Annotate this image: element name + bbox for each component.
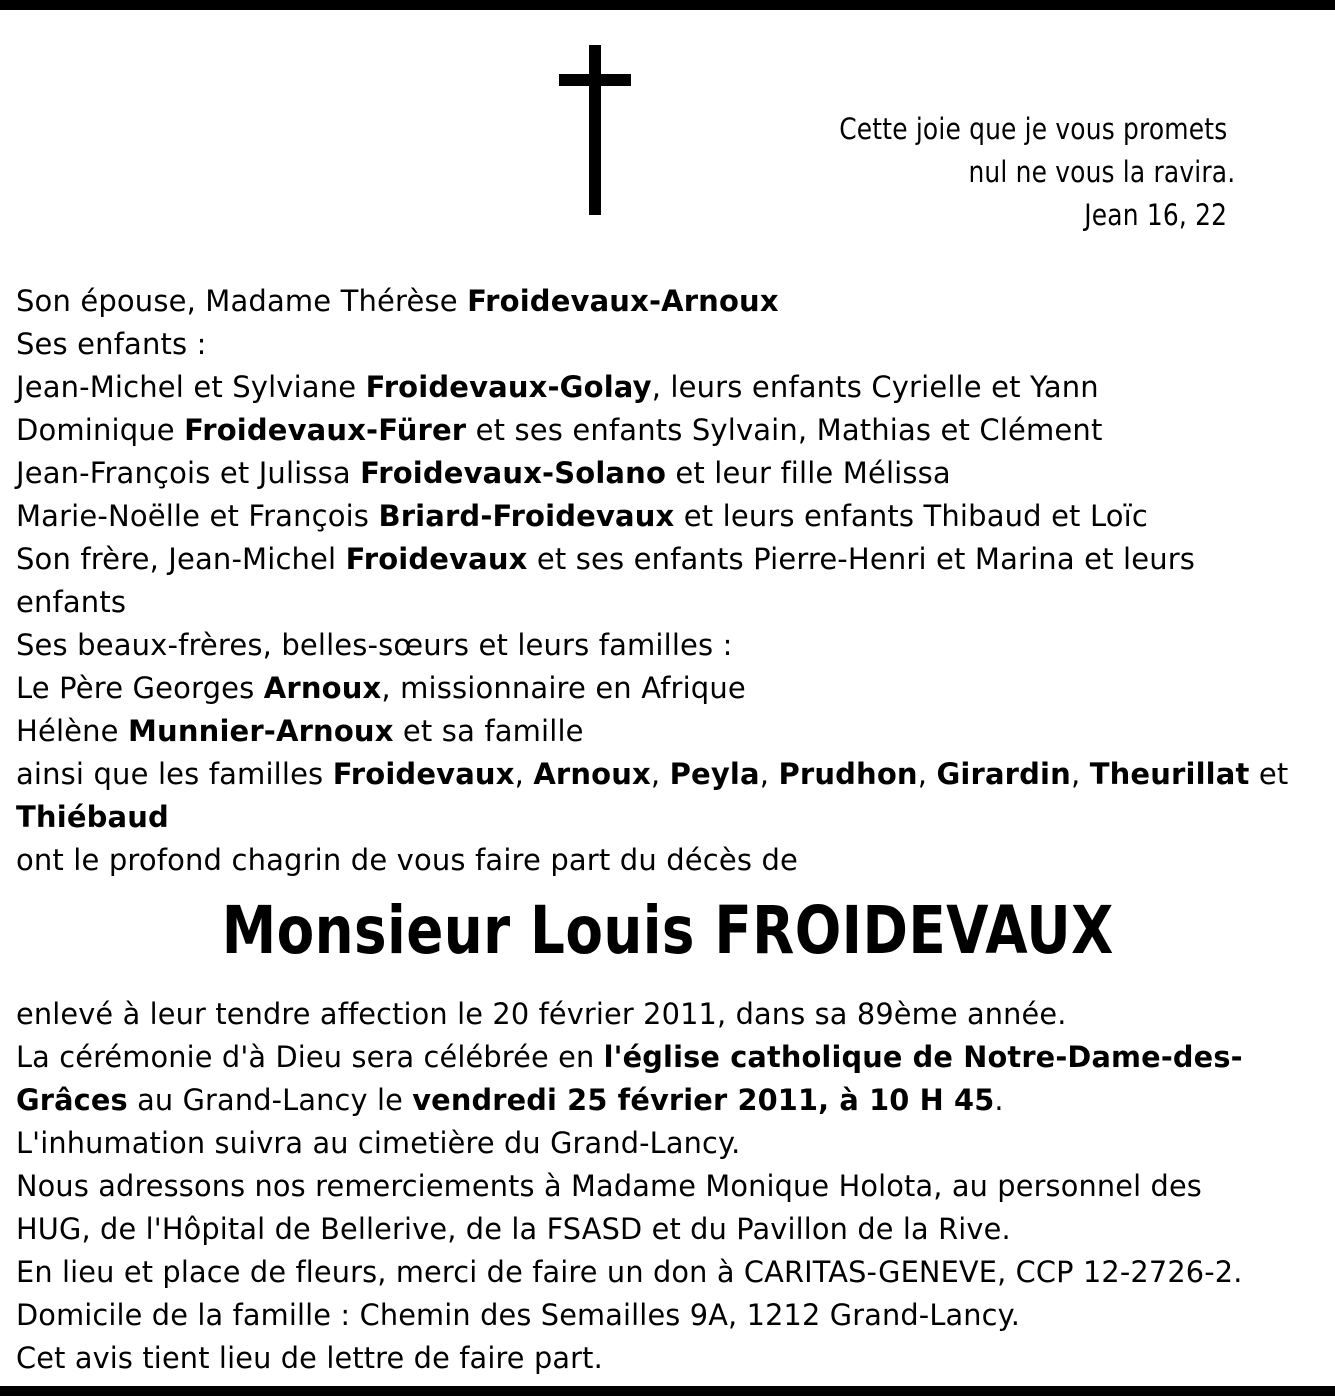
bottom-border <box>0 1386 1335 1396</box>
family-line: Hélène Munnier-Arnoux et sa famille <box>16 714 584 748</box>
family-line: Marie-Noëlle et François Briard-Froidevaux et leurs enfants Thibaud et Loïc <box>16 499 1148 533</box>
family-line: ainsi que les familles Froidevaux, Arnoux, Peyla, Prudhon, Girardin, Theurillat et <box>16 757 1289 791</box>
detail-line: Nous adressons nos remerciements à Madame Monique Holota, au personnel des <box>16 1169 1202 1203</box>
detail-line: Domicile de la famille : Chemin des Semailles 9A, 1212 Grand-Lancy. <box>16 1298 1021 1332</box>
detail-line: HUG, de l'Hôpital de Bellerive, de la FSASD et du Pavillon de la Rive. <box>16 1212 1011 1246</box>
detail-line: En lieu et place de fleurs, merci de faire un don à CARITAS-GENEVE, CCP 12-2726-2. <box>16 1255 1243 1289</box>
family-line: enfants <box>16 585 127 619</box>
family-line: Son épouse, Madame Thérèse Froidevaux-Arnoux <box>16 284 779 318</box>
detail-line: La cérémonie d'à Dieu sera célébrée en l'église catholique de Notre-Dame-des- <box>16 1040 1243 1074</box>
ceremony-details <box>16 993 1326 1380</box>
family-line: Le Père Georges Arnoux, missionnaire en Afrique <box>16 671 746 705</box>
detail-line: L'inhumation suivra au cimetière du Grand-Lancy. <box>16 1126 741 1160</box>
bible-verse <box>690 108 1235 237</box>
detail-line: enlevé à leur tendre affection le 20 février 2011, dans sa 89ème année. <box>16 997 1067 1031</box>
family-line: Ses enfants : <box>16 327 207 361</box>
verse-line-1: Cette joie que je vous promets <box>838 112 1227 146</box>
family-list <box>16 280 1316 882</box>
family-line: Ses beaux-frères, belles-sœurs et leurs familles : <box>16 628 733 662</box>
verse-reference: Jean 16, 22 <box>1084 198 1227 232</box>
verse-line-2: nul ne vous la ravira. <box>968 155 1235 189</box>
detail-line: Grâces au Grand-Lancy le vendredi 25 février 2011, à 10 H 45. <box>16 1083 1004 1117</box>
family-line: Thiébaud <box>16 800 169 834</box>
cross-icon <box>559 45 631 215</box>
top-border <box>0 0 1335 10</box>
family-line: ont le profond chagrin de vous faire part du décès de <box>16 843 799 877</box>
deceased-name: Monsieur Louis FROIDEVAUX <box>221 892 1114 969</box>
family-line: Son frère, Jean-Michel Froidevaux et ses enfants Pierre-Henri et Marina et leurs <box>16 542 1196 576</box>
detail-line: Cet avis tient lieu de lettre de faire part. <box>16 1341 603 1375</box>
family-line: Dominique Froidevaux-Fürer et ses enfants Sylvain, Mathias et Clément <box>16 413 1103 447</box>
family-line: Jean-Michel et Sylviane Froidevaux-Golay, leurs enfants Cyrielle et Yann <box>16 370 1099 404</box>
family-line: Jean-François et Julissa Froidevaux-Solano et leur fille Mélissa <box>16 456 951 490</box>
